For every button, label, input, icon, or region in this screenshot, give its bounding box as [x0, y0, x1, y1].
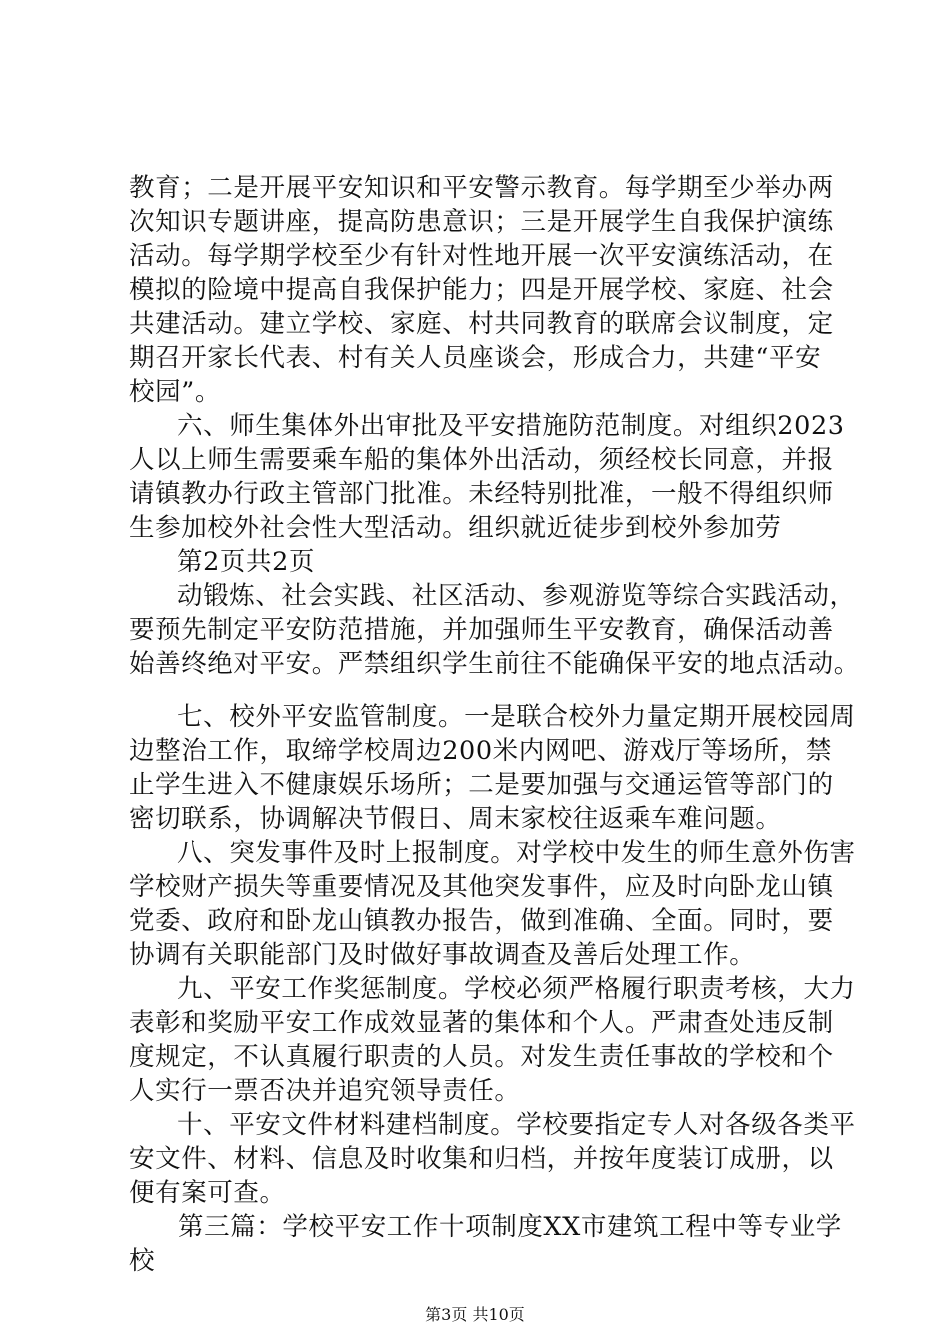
text-line: 期召开家长代表、村有关人员座谈会，形成合力，共建“平安	[129, 343, 822, 373]
text-line: 学校财产损失等重要情况及其他突发事件，应及时向卧龙山镇	[129, 872, 834, 902]
text-line: 共建活动。建立学校、家庭、村共同教育的联席会议制度，定	[129, 309, 834, 339]
text-line: 次知识专题讲座，提高防患意识；三是开展学生自我保护演练	[129, 207, 834, 237]
text-line: 便有案可查。	[129, 1178, 286, 1208]
text-line: 协调有关职能部门及时做好事故调查及善后处理工作。	[129, 940, 756, 970]
text-line: 动锻炼、社会实践、社区活动、参观游览等综合实践活动，	[177, 581, 856, 611]
paragraph-start-line: 七、校外平安监管制度。一是联合校外力量定期开展校园周	[177, 702, 856, 732]
text-line: 要预先制定平安防范措施，并加强师生平安教育，确保活动善	[129, 615, 834, 645]
text-line: 人以上师生需要乘车船的集体外出活动，须经校长同意，并报	[129, 445, 834, 475]
text-line: 党委、政府和卧龙山镇教办报告，做到准确、全面。同时，要	[129, 906, 834, 936]
text-line: 止学生进入不健康娱乐场所；二是要加强与交通运管等部门的	[129, 770, 834, 800]
text-line: 密切联系，协调解决节假日、周末家校往返乘车难问题。	[129, 804, 782, 834]
section-heading-line: 第三篇：学校平安工作十项制度XX市建筑工程中等专业学	[178, 1212, 842, 1242]
text-line: 生参加校外社会性大型活动。组织就近徒步到校外参加劳	[129, 513, 782, 543]
text-line: 人实行一票否决并追究领导责任。	[129, 1076, 521, 1106]
text-line: 请镇教办行政主管部门批准。未经特别批准，一般不得组织师	[129, 479, 834, 509]
text-line: 校园”。	[129, 377, 221, 407]
text-line: 校	[129, 1246, 156, 1276]
page-number-label: 第3页 共10页	[425, 1305, 525, 1324]
text-line: 始善终绝对平安。严禁组织学生前往不能确保平安的地点活动。	[129, 649, 860, 679]
text-line: 表彰和奖励平安工作成效显著的集体和个人。严肃查处违反制	[129, 1008, 834, 1038]
text-line: 度规定，不认真履行职责的人员。对发生责任事故的学校和个	[129, 1042, 834, 1072]
text-line: 活动。每学期学校至少有针对性地开展一次平安演练活动，在	[129, 241, 834, 271]
text-line: 安文件、材料、信息及时收集和归档，并按年度装订成册，以	[129, 1144, 834, 1174]
text-line: 教育；二是开展平安知识和平安警示教育。每学期至少举办两	[129, 173, 834, 203]
paragraph-start-line: 六、师生集体外出审批及平安措施防范制度。对组织2023	[177, 411, 845, 441]
text-line: 边整治工作，取缔学校周边200米内网吧、游戏厅等场所，禁	[129, 736, 832, 766]
paragraph-start-line: 八、突发事件及时上报制度。对学校中发生的师生意外伤害	[177, 838, 856, 868]
inline-page-marker: 第2页共2页	[177, 547, 316, 577]
paragraph-start-line: 十、平安文件材料建档制度。学校要指定专人对各级各类平	[177, 1110, 856, 1140]
paragraph-start-line: 九、平安工作奖惩制度。学校必须严格履行职责考核，大力	[177, 974, 856, 1004]
text-line: 模拟的险境中提高自我保护能力；四是开展学校、家庭、社会	[129, 275, 834, 305]
page-footer	[0, 1305, 950, 1325]
